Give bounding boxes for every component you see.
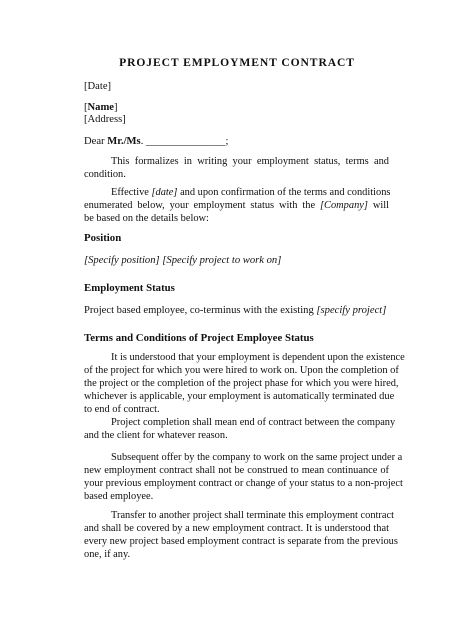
intro-line-2: condition. <box>84 169 126 180</box>
terms-paragraph-4 <box>84 509 398 561</box>
address-placeholder: [Address] <box>84 114 126 125</box>
terms-p3-line-2: new employment contract shall not be construed to mean continuance of <box>84 465 389 476</box>
intro-paragraph <box>84 155 389 181</box>
project-field: [specify project] <box>316 305 387 316</box>
date-placeholder: [Date] <box>84 81 112 92</box>
terms-p3-line-4: based employee. <box>84 491 154 502</box>
effective-line-2: enumerated below, your employment status with the [Company] will <box>84 200 389 211</box>
salutation-suffix: . _______________; <box>140 136 229 147</box>
terms-p4-line-1: Transfer to another project shall terminate this employment contract <box>111 510 394 521</box>
terms-p1-line-2: of the project for which you were hired to work on. Upon the completion of <box>84 365 399 376</box>
terms-p4-line-2: and shall be covered by a new employment contract. It is understood that <box>84 523 389 534</box>
terms-p4-line-4: one, if any. <box>84 549 131 560</box>
effective-line-1: Effective [date] and upon confirmation of the terms and conditions <box>111 187 391 198</box>
employment-status-text: Project based employee, co-terminus with the existing [specify project] <box>84 305 387 316</box>
terms-paragraph-3 <box>84 451 403 503</box>
terms-p3-line-1: Subsequent offer by the company to work on the same project under a <box>111 452 403 463</box>
terms-paragraph-1 <box>84 351 405 416</box>
salutation <box>84 135 228 148</box>
terms-p1-line-5: to end of contract. <box>84 404 160 415</box>
document-title: PROJECT EMPLOYMENT CONTRACT <box>119 56 355 69</box>
terms-p2-line-2: and the client for whatever reason. <box>84 430 228 441</box>
terms-paragraph-2 <box>84 416 396 442</box>
employment-status-heading: Employment Status <box>84 282 175 294</box>
terms-p4-line-3: every new project based employment contract is separate from the previous <box>84 536 398 547</box>
date-field: [date] <box>151 187 178 198</box>
effective-paragraph <box>84 186 389 225</box>
salutation-prefix: Dear <box>84 136 108 147</box>
position-text: [Specify position] [Specify project to work on] <box>84 255 282 266</box>
terms-p1-line-1: It is understood that your employment is dependent upon the existence <box>111 352 405 363</box>
position-heading: Position <box>84 232 122 244</box>
terms-p1-line-4: whichever is applicable, your employment is automatically terminated due <box>84 391 395 402</box>
intro-line-1: This formalizes in writing your employment status, terms and <box>111 156 389 167</box>
name-placeholder: [Name] <box>84 102 118 113</box>
terms-p1-line-3: the project or the completion of the project phase for which you were hired, <box>84 378 399 389</box>
terms-heading: Terms and Conditions of Project Employee Status <box>84 332 314 344</box>
terms-p2-line-1: Project completion shall mean end of contract between the company <box>111 417 396 428</box>
name-text: Name <box>87 102 115 113</box>
salutation-title: Mr./Ms <box>107 136 141 147</box>
terms-p3-line-3: your previous employment contract or change of your status to a non-project <box>84 478 403 489</box>
effective-line-3: be based on the details below: <box>84 213 209 224</box>
company-field: [Company] <box>320 200 368 211</box>
